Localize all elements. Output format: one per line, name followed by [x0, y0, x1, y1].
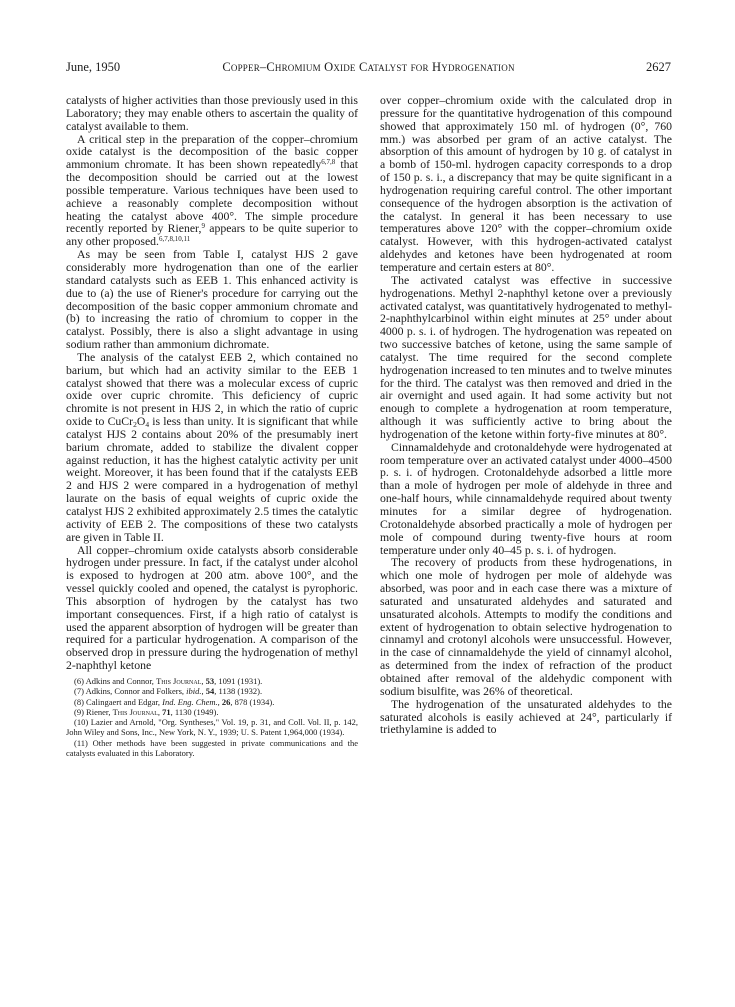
right-column — [380, 95, 672, 737]
header-page-number: 2627 — [646, 60, 671, 74]
paragraph: The hydrogenation of the unsaturated aldehydes to the saturated alcohols is easily achieved at 24°, particularly if triethylamine is added to — [380, 697, 672, 737]
citation-ref: 6,7,8,10,11 — [159, 235, 191, 244]
paragraph: Cinnamaldehyde and crotonaldehyde were hydrogenated at room temperature over an activated catalyst under 4000–4500 p. s. i. of hydrogen. Crotonaldehyde adsorbed a little more than a mole of hydrogen per mole of aldehyde in three and one-half hours, while cinnamaldehyde required about twenty minutes for a similar degree of hydrogenation. Crotonaldehyde absorbed practically a mole of hydrogen per mole of compound during twenty-five hours at room temperature under only 40–45 p. s. i. of hydrogen. — [380, 440, 672, 557]
footnote: (8) Calingaert and Edgar, Ind. Eng. Chem., 26, 878 (1934). — [74, 696, 275, 707]
left-column — [66, 95, 358, 758]
footnote: (7) Adkins, Connor and Folkers, ibid., 54, 1138 (1932). — [74, 686, 263, 697]
paragraph: catalysts of higher activities than those previously used in this Laboratory; they may enable others to ascertain the quality of catalyst available to them. — [66, 94, 358, 133]
footnote: (11) Other methods have been suggested in private communications and the catalysts evaluated in this Laboratory. — [66, 737, 358, 759]
paragraph: All copper–chromium oxide catalysts absorb considerable hydrogen under pressure. In fact, if the catalyst under alcohol is exposed to hydrogen at 200 atm. above 100°, and the vessel quickly cooled and opened, the catalyst is pyrophoric. This absorption of hydrogen by the catalyst has two important consequences. First, if a high ratio of catalyst is used the apparent absorption of hydrogen will be greater than required for a particular hydrogenation. A comparison of the observed drop in pressure during the hydrogenation of methyl 2-naphthyl ketone — [66, 543, 358, 673]
citation-ref: 9 — [201, 222, 205, 231]
paragraph: The recovery of products from these hydrogenations, in which one mole of hydrogen per mole of aldehyde was absorbed, was poor and in each case there was a mixture of saturated and unsaturated aldehydes and saturated and unsaturated alcohols. Attempts to modify the conditions and extent of hydrogenation to obtain selective hydrogenation to cinnamyl and crotonyl alcohols were unsuccessful. However, in the case of cinnamaldehyde the yield of cinnamyl alcohol, as determined from the index of refraction of the product obtained after removal of the aldehydic component with sodium bisulfite, was 26% of theoretical. — [380, 556, 672, 698]
paragraph: The analysis of the catalyst EEB 2, which contained no barium, but which had an activity similar to the EEB 1 catalyst showed that there was a molecular excess of cupric oxide over cupric chromite. This deficiency of cupric chromite is not present in HJS 2, in which the ratio of cupric oxide to $CuCr_2O_4$ is less than unity. It is significant that while catalyst HJS 2 contains about 20% of the presumably inert barium chromate, added to stabilize the divalent copper against reduction, it has the highest catalytic activity per unit weight. Moreover, it has been found that if the catalysts EEB 2 and HJS 2 were compared in a hydrogenation of methyl laurate on the basis of equal weights of cupric oxide the catalyst HJS 2 exhibited approximately 2.5 times the catalytic activity of EEB 2. The compositions of these two catalysts are given in Table II. — [66, 350, 358, 544]
footnote: (10) Lazier and Arnold, "Org. Syntheses," Vol. 19, p. 31, and Coll. Vol. II, p. 142, John Wiley and Sons, Inc., New York, N. Y., 1939; U. S. Patent 1,964,000 (1934). — [66, 717, 358, 738]
citation-ref: 6,7,8 — [321, 158, 336, 167]
header-date: June, 1950 — [66, 60, 121, 74]
running-header — [66, 60, 671, 80]
footnote: (9) Riener, This Journal, 71, 1130 (1949). — [74, 706, 219, 717]
paragraph: A critical step in the preparation of the copper–chromium oxide catalyst is the decomposition of the basic copper ammonium chromate. It has been shown repeatedly$^{6,7,8}$ that the decomposition should be carried out at the lowest possible temperature. Various techniques have been used to achieve a reasonably complete decomposition without heating the catalyst above 400°. The simple procedure recently reported by Riener,$^9$ appears to be quite superior to any other proposed.$^{6,7,8,10,11}$ — [66, 132, 358, 249]
footnote: (6) Adkins and Connor, This Journal, 53, 1091 (1931). — [74, 675, 263, 686]
paragraph: The activated catalyst was effective in successive hydrogenations. Methyl 2-naphthyl ketone over a previously activated catalyst, was quantitatively hydrogenated to methyl-2-naphthylcarbinol within eight minutes at 25° under about 4000 p. s. i. of hydrogen. The hydrogenation was repeated on two successive batches of ketone, using the same sample of catalyst. The time required for the second complete hydrogenation increased to ten minutes and to twelve minutes for the third. The catalyst was then removed and dried in the air overnight and used again. It had some activity but not enough to complete a hydrogenation at room temperature, although it was sufficiently active to bring about the hydrogenation of the ketone within forty-five minutes at 80°. — [380, 273, 672, 441]
paragraph: over copper–chromium oxide with the calculated drop in pressure for the quantitative hydrogenation of this compound showed that approximately 150 ml. of hydrogen (0°, 760 mm.) was absorbed per gram of an active catalyst. The absorption of this amount of hydrogen by 10 g. of catalyst in a bomb of 150-ml. hydrogen capacity corresponds to a drop of 150 p. s. i., a discrepancy that may be quite significant in a hydrogenation requiring careful control. The other important consequence of the hydrogen absorption is the activation of the catalyst. In general it has been necessary to use temperatures above 120° with the copper–chromium oxide catalyst. However, with this hydrogen-activated catalyst aldehydes and ketones have been hydrogenated at room temperature and certain esters at 80°. — [380, 94, 672, 274]
paragraph: As may be seen from Table I, catalyst HJS 2 gave considerably more hydrogenation than one of the earlier standard catalysts such as EEB 1. This enhanced activity is due to (a) the use of Riener's procedure for carrying out the decomposition of the basic copper ammonium chromate and (b) to increasing the ratio of chromium to copper in the catalyst. Possibly, there is also a slight advantage in using sodium rather than ammonium dichromate. — [66, 248, 358, 352]
header-title: Copper–Chromium Oxide Catalyst for Hydrogenation — [222, 60, 515, 74]
footnotes — [66, 676, 358, 758]
